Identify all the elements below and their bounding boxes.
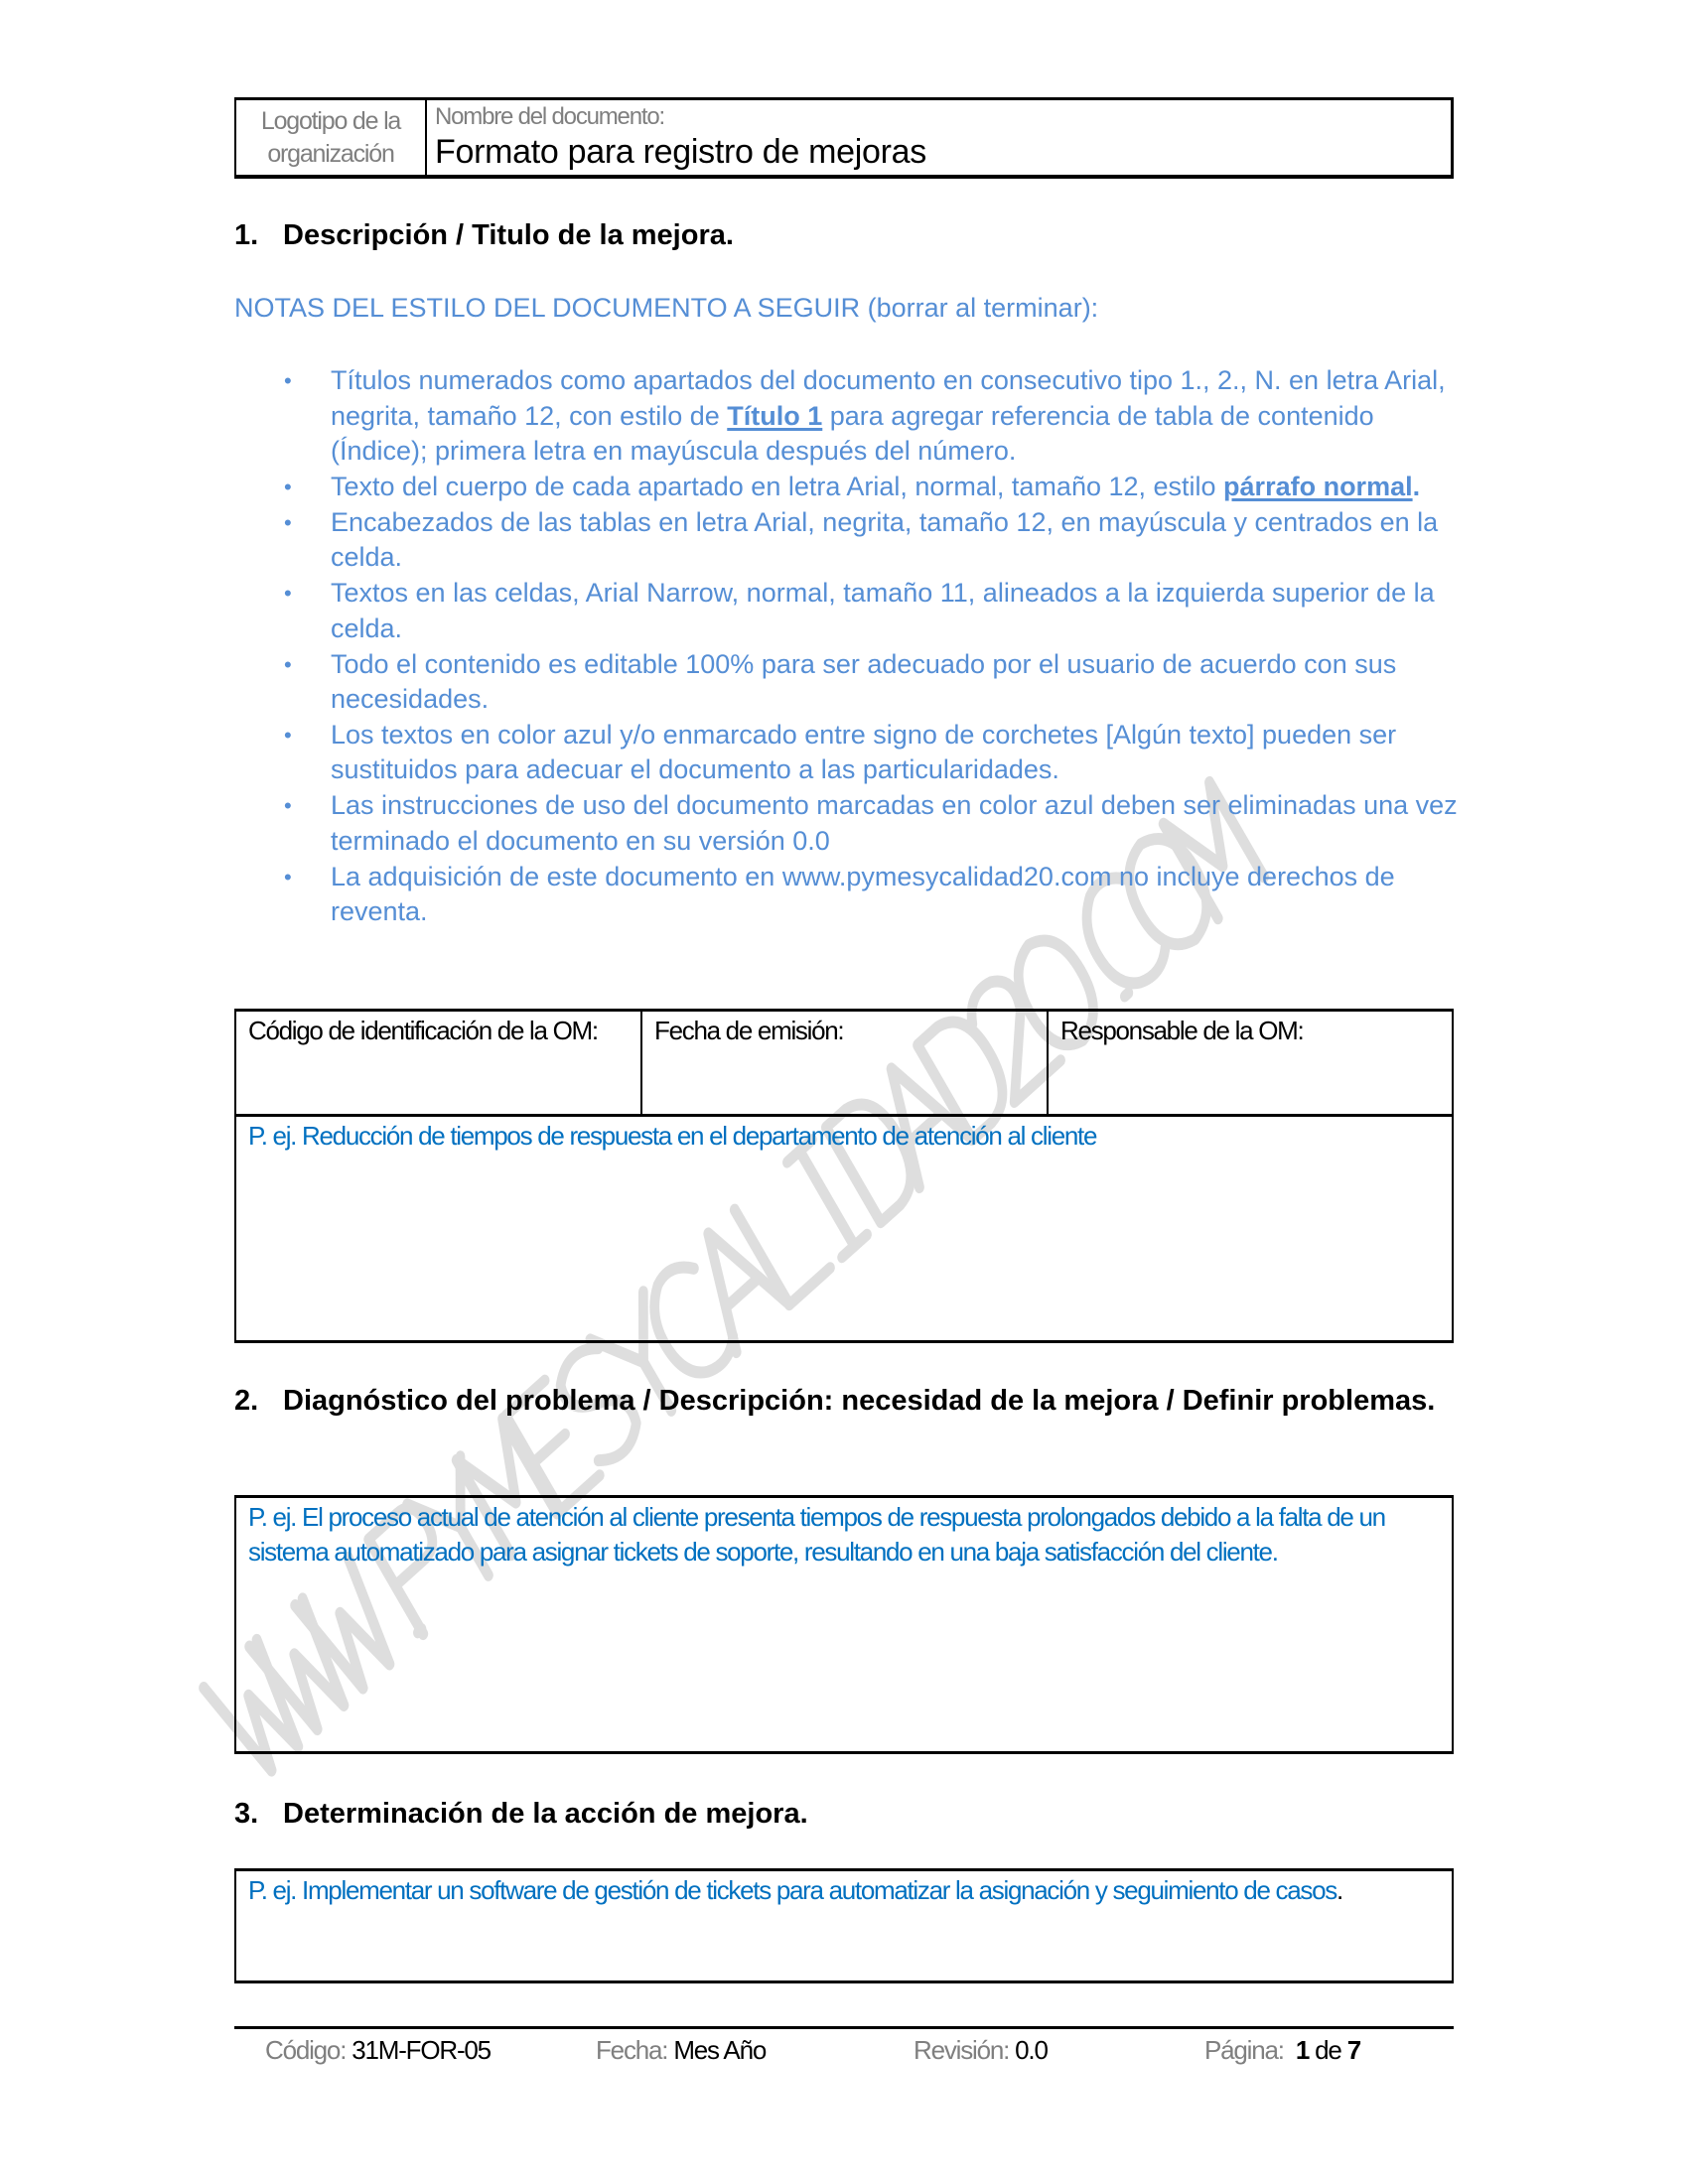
- document-name-label: Nombre del documento:: [435, 103, 664, 130]
- footer-page-current: 1: [1295, 2035, 1310, 2065]
- footer-date-value: Mes Año: [673, 2035, 767, 2065]
- bullet-icon: •: [284, 474, 292, 499]
- list-item: [234, 470, 1466, 505]
- bullet-icon: •: [284, 864, 292, 889]
- footer-date-label: Fecha:: [596, 2035, 668, 2065]
- footer-code-label: Código:: [265, 2035, 347, 2065]
- bullet-icon: •: [284, 793, 292, 819]
- list-item: [234, 647, 1466, 718]
- footer-code: [265, 2035, 491, 2066]
- logo-placeholder-line2: organización: [267, 140, 394, 168]
- note-text: Texto del cuerpo de cada apartado en letra Arial, normal, tamaño 12, estilo: [331, 471, 1224, 501]
- list-item: [234, 576, 1466, 646]
- note-text: Textos en las celdas, Arial Narrow, normal, tamaño 11, alineados a la izquierda superior de la celda.: [331, 578, 1435, 643]
- bullet-icon: •: [284, 368, 292, 393]
- issue-date-field[interactable]: [642, 1012, 1049, 1114]
- document-name-cell: [435, 102, 1445, 172]
- improvement-action-field[interactable]: [234, 1868, 1454, 1983]
- issue-date-label: Fecha de emisión:: [654, 1016, 844, 1045]
- titulo-1-style-link[interactable]: Título 1: [727, 400, 823, 431]
- section-title: Determinación de la acción de mejora.: [283, 1798, 808, 1830]
- section-number: 1.: [234, 219, 259, 251]
- list-item: [234, 363, 1466, 470]
- list-item: [234, 788, 1466, 859]
- note-text: Las instrucciones de uso del documento marcadas en color azul deben ser eliminadas una vez terminado el documento en su versión 0.0: [331, 790, 1458, 856]
- note-text: para agregar referencia de tabla de contenido (Índice); primera letra en mayúscula después del número.: [331, 400, 1374, 466]
- improvement-id-table: [234, 1009, 1454, 1343]
- parrafo-normal-style-link[interactable]: párrafo normal: [1223, 471, 1413, 501]
- improvement-title-field[interactable]: [236, 1117, 1452, 1156]
- section-number: 3.: [234, 1798, 259, 1830]
- om-owner-field[interactable]: [1049, 1012, 1452, 1114]
- logo-placeholder: [236, 100, 427, 175]
- list-item: [234, 718, 1466, 788]
- note-text: Todo el contenido es editable 100% para ser adecuado por el usuario de acuerdo con sus necesidades.: [331, 648, 1397, 715]
- bullet-icon: •: [284, 509, 292, 535]
- om-code-field[interactable]: [236, 1012, 642, 1114]
- om-code-label: Código de identificación de la OM:: [248, 1016, 598, 1045]
- om-owner-label: Responsable de la OM:: [1060, 1016, 1304, 1045]
- footer-revision-label: Revisión:: [914, 2035, 1010, 2065]
- bullet-icon: •: [284, 722, 292, 748]
- notes-title: NOTAS DEL ESTILO DEL DOCUMENTO A SEGUIR (borrar al terminar):: [234, 293, 1099, 323]
- page-footer: [234, 2035, 1454, 2075]
- section-heading-3: [234, 1795, 808, 1833]
- watermark-glyph: [1125, 993, 1129, 996]
- improvement-title-example: P. ej. Reducción de tiempos de respuesta en el departamento de atención al cliente: [248, 1121, 1097, 1151]
- section-heading-2: [234, 1382, 1466, 1420]
- footer-revision: [914, 2035, 1048, 2066]
- problem-diagnosis-field[interactable]: [234, 1495, 1454, 1754]
- note-text: La adquisición de este documento en www.pymesycalidad20.com no incluye derechos de reventa.: [331, 861, 1395, 927]
- note-text: .: [1412, 471, 1421, 501]
- footer-page-total: 7: [1346, 2035, 1360, 2065]
- bullet-icon: •: [284, 581, 292, 607]
- note-text: Encabezados de las tablas en letra Arial, negrita, tamaño 12, en mayúscula y centrados en la celda.: [331, 506, 1439, 573]
- footer-date: [596, 2035, 766, 2066]
- section-heading-1: [234, 216, 734, 254]
- footer-divider: [234, 2026, 1454, 2029]
- footer-code-value: 31M-FOR-05: [352, 2035, 491, 2065]
- document-title: Formato para registro de mejoras: [435, 133, 926, 171]
- footer-revision-value: 0.0: [1015, 2035, 1048, 2065]
- improvement-action-period: .: [1336, 1875, 1342, 1905]
- footer-page-label: Página:: [1204, 2035, 1284, 2065]
- note-text: Títulos numerados como apartados del documento en consecutivo tipo 1., 2., N. en letra Arial, negrita, tamaño 12, con estilo de: [331, 365, 1446, 431]
- section-title: Descripción / Titulo de la mejora.: [283, 219, 734, 251]
- style-notes-list: [234, 363, 1466, 930]
- list-item: [234, 505, 1466, 576]
- bullet-icon: •: [284, 651, 292, 677]
- section-number: 2.: [234, 1385, 259, 1417]
- note-text: Los textos en color azul y/o enmarcado entre signo de corchetes [Algún texto] pueden ser sustituidos para adecuar el documento a las particularidades.: [331, 719, 1397, 785]
- list-item: [234, 860, 1466, 930]
- improvement-action-example: P. ej. Implementar un software de gestión de tickets para automatizar la asignación y seguimiento de casos: [248, 1875, 1336, 1905]
- document-header-table: [234, 97, 1454, 179]
- problem-diagnosis-example: P. ej. El proceso actual de atención al cliente presenta tiempos de respuesta prolongados debido a la falta de un sistema automatizado para asignar tickets de soporte, resultando en una baja satisfacción del cliente.: [248, 1502, 1385, 1567]
- logo-placeholder-line1: Logotipo de la: [260, 107, 401, 135]
- section-title: Diagnóstico del problema / Descripción: necesidad de la mejora / Definir problemas.: [283, 1385, 1436, 1417]
- footer-page-of: de: [1315, 2035, 1341, 2065]
- footer-page: [1204, 2035, 1360, 2066]
- table-row: [236, 1012, 1452, 1117]
